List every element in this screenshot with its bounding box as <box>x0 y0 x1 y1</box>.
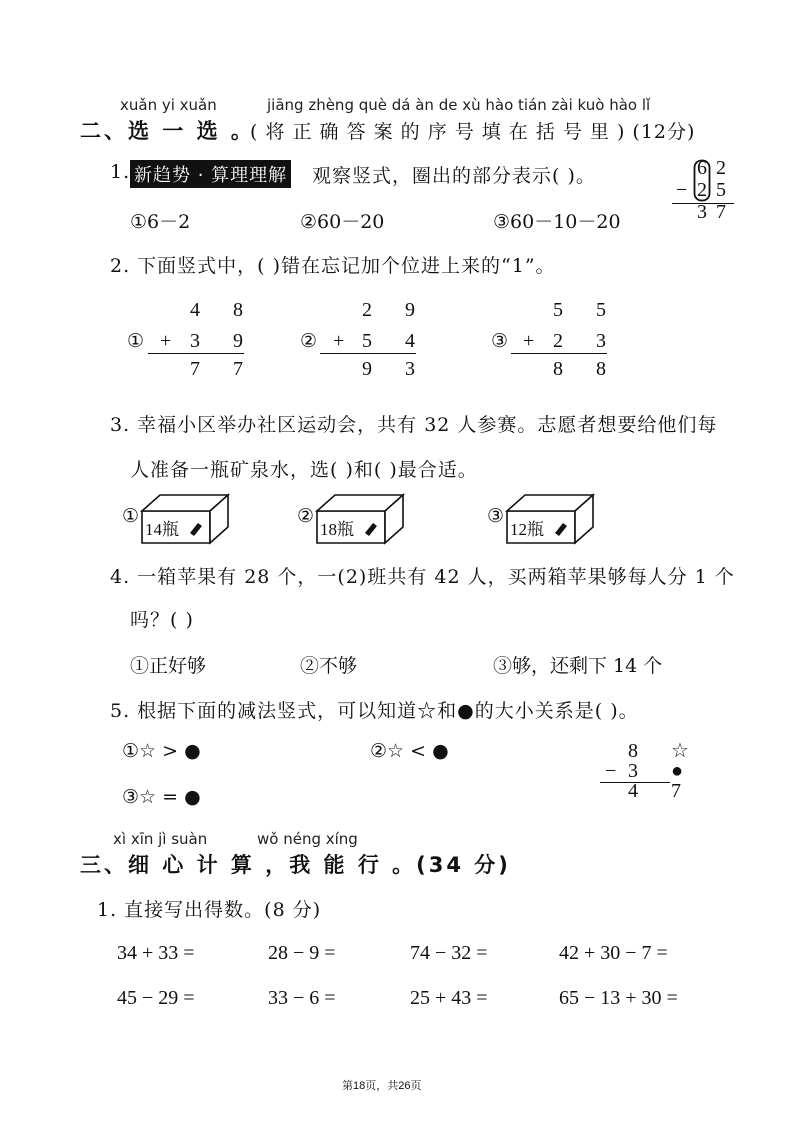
calc-item[interactable]: 28 − 9 = <box>268 942 336 964</box>
q3-box-3-text: 12瓶 <box>510 520 544 539</box>
q2-item-3-label: ③ <box>491 330 509 352</box>
q2-item-1-bottom: 3 9 <box>190 330 257 352</box>
q1-bottom-ones: 5 <box>716 179 726 201</box>
q3-box-1-text: 14瓶 <box>145 520 179 539</box>
q5-option-1[interactable]: ①☆ > ● <box>122 740 201 762</box>
calc-item[interactable]: 65 − 13 + 30 = <box>559 987 678 1009</box>
q4-option-2[interactable]: ②不够 <box>300 655 358 677</box>
q4-line-1: 4. 一箱苹果有 28 个，一(2)班共有 42 人，买两箱苹果够每人分 1 个 <box>110 566 735 588</box>
section2-instruction: ( 将 正 确 答 案 的 序 号 填 在 括 号 里 ) (12分) <box>250 121 696 143</box>
q4-option-3[interactable]: ③够，还剩下 14 个 <box>493 655 663 677</box>
q2-item-2-bottom: 5 4 <box>362 330 429 352</box>
section2-title: 二、选 一 选 。 <box>80 119 255 143</box>
q2-item-1-label: ① <box>127 330 145 352</box>
section3-pinyin-1: xì xīn jì suàn <box>113 830 208 848</box>
q1-top-tens: 6 <box>697 157 707 179</box>
page-footer: 第18页，共26页 <box>342 1080 422 1092</box>
q2-item-3-bottom: 2 3 <box>553 330 620 352</box>
q5-option-3[interactable]: ③☆ = ● <box>122 786 201 808</box>
q2-item-1-line <box>148 353 244 354</box>
calc-item[interactable]: 25 + 43 = <box>410 987 488 1009</box>
section3-pinyin-2: wǒ néng xíng <box>257 830 358 848</box>
q3-line-2: 人准备一瓶矿泉水，选( )和( )最合适。 <box>130 459 478 481</box>
calc-item[interactable]: 45 − 29 = <box>117 987 195 1009</box>
q1-option-3[interactable]: ③60－10－20 <box>493 211 621 233</box>
q1-result-tens: 3 <box>697 201 707 223</box>
q3-box-2-label: ② <box>297 505 315 527</box>
q3-box-2-text: 18瓶 <box>320 520 354 539</box>
q2-text: 2. 下面竖式中，( )错在忘记加个位进上来的“1”。 <box>110 255 556 277</box>
q1-option-2[interactable]: ②60－20 <box>300 211 385 233</box>
calc-item[interactable]: 74 − 32 = <box>410 942 488 964</box>
q2-item-2-top: 2 9 <box>362 299 429 321</box>
section3-title: 三、细 心 计 算 ，我 能 行 。(34 分) <box>80 853 511 877</box>
calc-item[interactable]: 34 + 33 = <box>117 942 195 964</box>
q2-item-3-top: 5 5 <box>553 299 620 321</box>
q5-top: 8 ☆ <box>628 740 703 762</box>
q5-result: 4 7 <box>628 780 695 802</box>
q1-result-ones: 7 <box>716 201 726 223</box>
q1-op: − <box>676 179 688 201</box>
q1-bottom-tens: 2 <box>697 179 707 201</box>
q1-text: 观察竖式，圈出的部分表示( )。 <box>312 165 596 187</box>
q2-item-1-top: 4 8 <box>190 299 257 321</box>
q2-item-3-line <box>511 353 607 354</box>
q3-box-1-label: ① <box>122 505 140 527</box>
q2-item-2-op: + <box>333 330 359 352</box>
section2-pinyin-2: jiāng zhèng què dá àn de xù hào tián zài kuò hào lǐ <box>267 96 651 114</box>
q3-box-3-label: ③ <box>487 505 505 527</box>
q1-circled-tens-highlight <box>693 159 711 203</box>
q5-op: − <box>605 760 631 782</box>
q2-item-3-result: 8 8 <box>553 358 620 380</box>
q4-line-2: 吗？( ) <box>130 609 194 631</box>
q2-item-2-result: 9 3 <box>362 358 429 380</box>
q3-line-1: 3. 幸福小区举办社区运动会，共有 32 人参赛。志愿者想要给他们每 <box>110 414 718 436</box>
section3-subtitle: 1. 直接写出得数。(8 分) <box>97 899 322 921</box>
calc-item[interactable]: 42 + 30 − 7 = <box>559 942 668 964</box>
q1-top-ones: 2 <box>716 157 726 179</box>
q2-item-3-op: + <box>523 330 549 352</box>
q2-item-1-result: 7 7 <box>190 358 257 380</box>
q5-option-2[interactable]: ②☆ < ● <box>370 740 449 762</box>
q2-item-2-line <box>320 353 416 354</box>
q4-option-1[interactable]: ①正好够 <box>130 655 207 677</box>
q1-number: 1. <box>110 161 131 183</box>
q5-bottom: 3 ● <box>628 760 698 782</box>
q5-text: 5. 根据下面的减法竖式，可以知道☆和●的大小关系是( )。 <box>110 700 639 722</box>
q2-item-2-label: ② <box>300 330 318 352</box>
q1-badge: 新趋势 · 算理理解 <box>130 160 291 188</box>
q1-option-1[interactable]: ①6－2 <box>130 211 191 233</box>
calc-item[interactable]: 33 − 6 = <box>268 987 336 1009</box>
q2-item-1-op: + <box>160 330 186 352</box>
section2-pinyin-1: xuǎn yi xuǎn <box>120 96 217 114</box>
